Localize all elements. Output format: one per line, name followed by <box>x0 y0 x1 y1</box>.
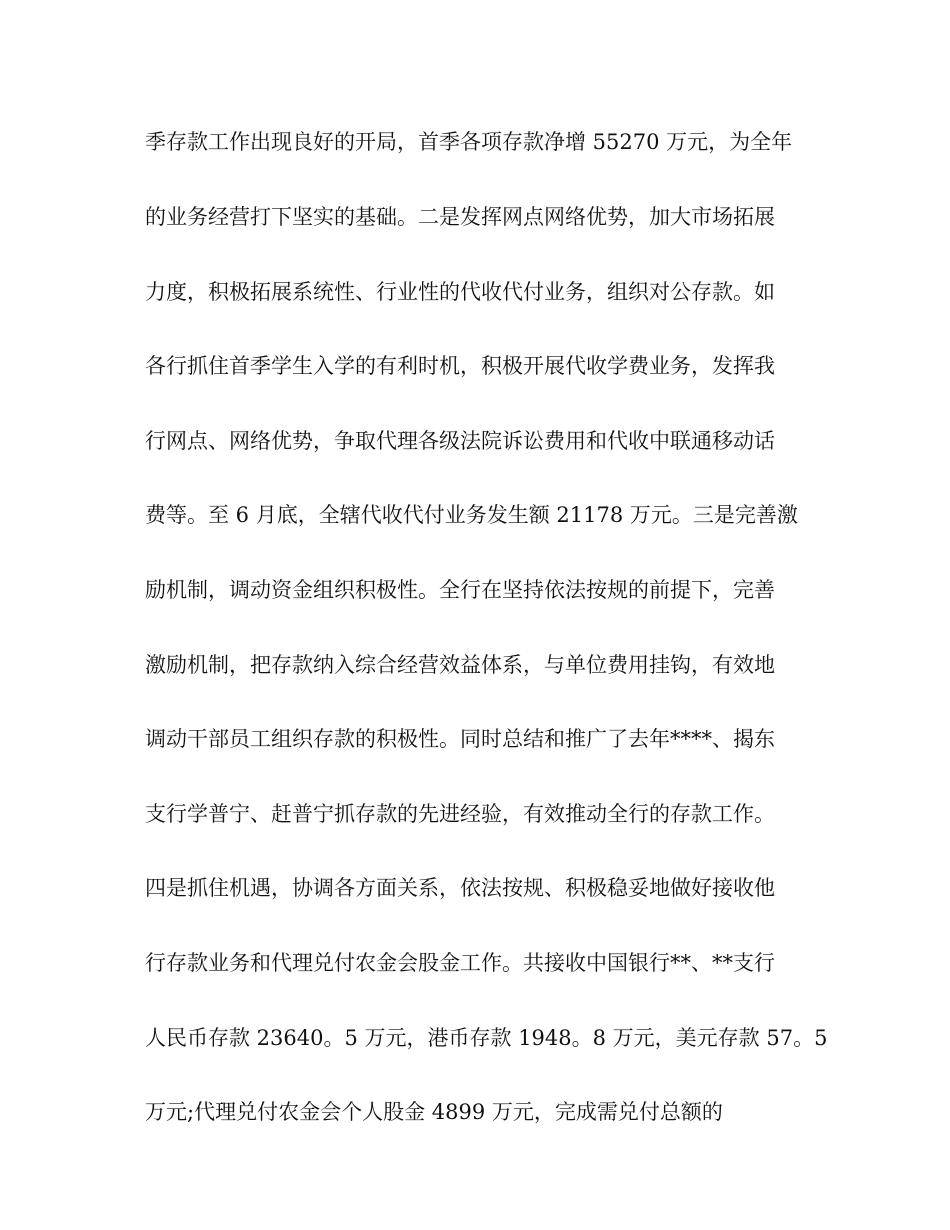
text-line-10: 支行学普宁、赶普宁抓存款的先进经验，有效推动全行的存款工作。 <box>145 802 775 826</box>
text-line-14: 万元;代理兑付农金会个人股金 4899 万元，完成需兑付总额的 <box>145 1100 723 1124</box>
text-line-6: 费等。至 6 月底，全辖代收代付业务发生额 21178 万元。三是完善激 <box>145 503 798 527</box>
text-line-3: 力度，积极拓展系统性、行业性的代收代付业务，组织对公存款。如 <box>145 280 775 304</box>
text-line-5: 行网点、网络优势，争取代理各级法院诉讼费用和代收中联通移动话 <box>145 429 775 453</box>
text-line-12: 行存款业务和代理兑付农金会股金工作。共接收中国银行**、**支行 <box>145 951 775 975</box>
text-line-2: 的业务经营打下坚实的基础。二是发挥网点网络优势，加大市场拓展 <box>145 205 775 229</box>
text-line-9: 调动干部员工组织存款的积极性。同时总结和推广了去年****、揭东 <box>145 727 775 751</box>
text-line-4: 各行抓住首季学生入学的有利时机，积极开展代收学费业务，发挥我 <box>145 354 775 378</box>
text-line-11: 四是抓住机遇，协调各方面关系，依法按规、积极稳妥地做好接收他 <box>145 876 775 900</box>
text-line-13: 人民币存款 23640。5 万元，港币存款 1948。8 万元，美元存款 57。5 <box>145 1026 828 1050</box>
text-line-7: 励机制，调动资金组织积极性。全行在坚持依法按规的前提下，完善 <box>145 578 775 602</box>
text-line-1: 季存款工作出现良好的开局，首季各项存款净增 55270 万元，为全年 <box>145 130 793 154</box>
text-line-8: 激励机制，把存款纳入综合经营效益体系，与单位费用挂钩，有效地 <box>145 653 775 677</box>
